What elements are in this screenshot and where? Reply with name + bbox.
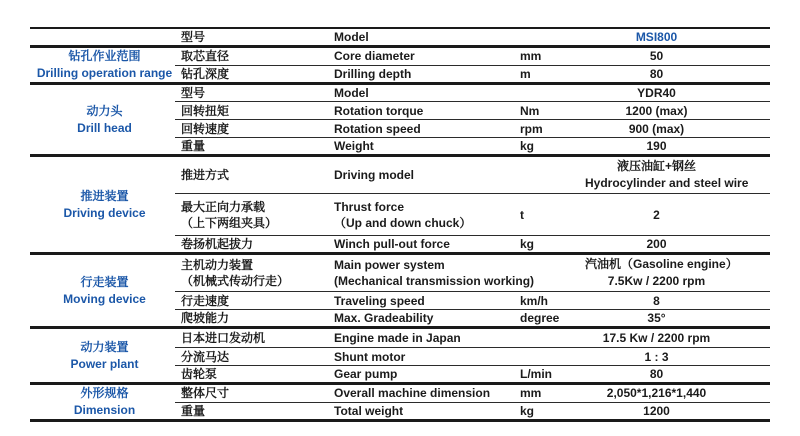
spec-value — [585, 254, 770, 292]
spec-value: 900 (max) — [585, 120, 770, 138]
spec-name-cn-line: 最大正向力承载 — [181, 199, 266, 214]
spec-row-model — [30, 28, 770, 47]
spec-value: 50 — [585, 47, 770, 66]
spec-row — [30, 84, 770, 102]
spec-unit: t — [505, 194, 585, 236]
spec-unit: L/min — [505, 366, 585, 384]
spec-table — [30, 27, 770, 422]
spec-name-cn: 回转扭矩 — [175, 102, 330, 120]
spec-value: 1200 (max) — [585, 102, 770, 120]
category-label-en: Dimension — [73, 403, 136, 417]
spec-name-cn: 卷扬机起拔力 — [175, 236, 330, 254]
spec-value-line: 液压油缸+钢丝 — [616, 159, 696, 173]
spec-name-en-line: Thrust force — [334, 199, 405, 214]
category-label-en: Power plant — [70, 356, 139, 371]
spec-name-en: Max. Gradeability — [330, 310, 505, 328]
spec-unit — [505, 156, 585, 194]
spec-name-en: Winch pull-out force — [330, 236, 505, 254]
spec-value: 1200 — [585, 402, 770, 421]
spec-unit: mm — [505, 47, 585, 66]
spec-row — [30, 254, 770, 292]
spec-name-en: Rotation speed — [330, 120, 505, 138]
spec-name-cn-line: 主机动力装置 — [181, 258, 254, 272]
spec-name-cn: 回转速度 — [175, 120, 330, 138]
spec-name-en: Drilling depth — [330, 65, 505, 84]
spec-name-en: Shunt motor — [330, 348, 505, 366]
spec-name-cn: 重量 — [175, 402, 330, 421]
spec-value: 17.5 Kw / 2200 rpm — [585, 328, 770, 348]
spec-name-en: Core diameter — [330, 47, 505, 66]
spec-unit: kg — [505, 402, 585, 421]
spec-name-cn — [175, 254, 330, 292]
spec-row — [30, 47, 770, 66]
spec-unit: degree — [505, 310, 585, 328]
spec-name-en: Model — [330, 84, 505, 102]
spec-name-en — [330, 254, 535, 292]
spec-name-en: Rotation torque — [330, 102, 505, 120]
category-label-en: Drilling operation range — [36, 66, 173, 80]
spec-name-cn — [175, 194, 330, 236]
spec-value-line: 7.5Kw / 2200 rpm — [607, 274, 706, 288]
category-label-en: Driving device — [63, 205, 146, 220]
spec-name-cn: 整体尺寸 — [175, 384, 330, 403]
spec-name-en: Traveling speed — [330, 292, 505, 310]
spec-value: 8 — [585, 292, 770, 310]
spec-name-cn: 分流马达 — [175, 348, 330, 366]
spec-name-en: Model — [330, 28, 505, 47]
spec-table-body — [30, 28, 770, 421]
spec-name-cn-line: （机械式传动行走） — [181, 274, 290, 288]
category-cell — [30, 254, 175, 328]
spec-unit — [505, 84, 585, 102]
category-label-cn: 动力头 — [86, 103, 123, 118]
spec-name-en: Overall machine dimension — [330, 384, 505, 403]
category-cell — [30, 384, 175, 421]
spec-value: 200 — [585, 236, 770, 254]
category-cell-empty — [30, 28, 175, 47]
spec-unit — [505, 328, 585, 348]
spec-unit — [505, 348, 585, 366]
spec-name-cn: 爬坡能力 — [175, 310, 330, 328]
spec-name-en: Engine made in Japan — [330, 328, 505, 348]
spec-unit: kg — [505, 138, 585, 156]
spec-name-en: Total weight — [330, 402, 505, 421]
spec-value: 2,050*1,216*1,440 — [585, 384, 770, 403]
spec-unit: rpm — [505, 120, 585, 138]
category-label-cn: 动力装置 — [80, 339, 129, 354]
spec-name-cn: 钻孔深度 — [175, 65, 330, 84]
spec-name-cn: 推进方式 — [175, 156, 330, 194]
spec-row — [30, 328, 770, 348]
spec-name-en-line: Main power system — [334, 258, 445, 272]
spec-name-en: Weight — [330, 138, 505, 156]
spec-name-cn: 型号 — [175, 28, 330, 47]
category-cell — [30, 156, 175, 254]
category-label-cn: 外形规格 — [80, 386, 129, 400]
spec-name-cn: 行走速度 — [175, 292, 330, 310]
spec-unit: m — [505, 65, 585, 84]
spec-name-en — [330, 194, 505, 236]
spec-value: 2 — [585, 194, 770, 236]
spec-name-cn: 重量 — [175, 138, 330, 156]
spec-value — [585, 156, 770, 194]
spec-value: YDR40 — [585, 84, 770, 102]
spec-name-cn: 取芯直径 — [175, 47, 330, 66]
spec-name-en-line: (Mechanical transmission working) — [334, 274, 535, 288]
spec-unit: mm — [505, 384, 585, 403]
spec-value: 35° — [585, 310, 770, 328]
spec-unit: km/h — [505, 292, 585, 310]
category-cell — [30, 328, 175, 384]
category-cell — [30, 47, 175, 84]
spec-name-en: Driving model — [330, 156, 505, 194]
spec-value-model: MSI800 — [585, 28, 770, 47]
spec-name-cn: 日本进口发动机 — [175, 328, 330, 348]
spec-unit: kg — [505, 236, 585, 254]
spec-row — [30, 156, 770, 194]
spec-value: 1 : 3 — [585, 348, 770, 366]
spec-value: 80 — [585, 65, 770, 84]
spec-value: 80 — [585, 366, 770, 384]
spec-name-en-line: （Up and down chuck） — [334, 215, 472, 230]
spec-value-line: Hydrocylinder and steel wire — [585, 176, 749, 190]
spec-unit: Nm — [505, 102, 585, 120]
spec-name-en: Gear pump — [330, 366, 505, 384]
spec-value-line: 汽油机（Gasoline engine） — [585, 257, 738, 271]
category-label-cn: 钻孔作业范围 — [68, 49, 141, 63]
spec-name-cn: 型号 — [175, 84, 330, 102]
category-cell — [30, 84, 175, 156]
spec-unit — [505, 28, 585, 47]
category-label-en: Drill head — [77, 120, 132, 135]
category-label-cn: 行走装置 — [80, 274, 129, 289]
spec-name-cn-line: （上下两组夹具） — [181, 215, 278, 230]
category-label-cn: 推进装置 — [80, 188, 129, 203]
spec-value: 190 — [585, 138, 770, 156]
spec-row — [30, 384, 770, 403]
spec-name-cn: 齿轮泵 — [175, 366, 330, 384]
category-label-en: Moving device — [63, 291, 146, 306]
